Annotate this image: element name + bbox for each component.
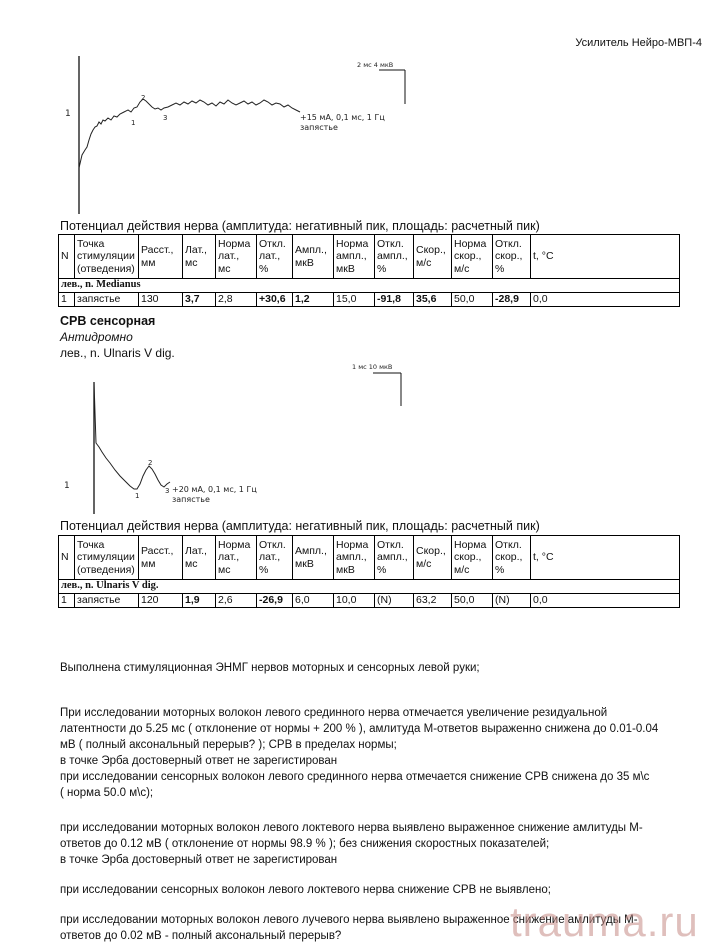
graph1-scale-label: 2 мс 4 мкВ <box>357 61 394 69</box>
table1-title: Потенциал действия нерва (амплитуда: негативный пик, площадь: расчетный пик) <box>60 219 540 233</box>
device-name: Усилитель Нейро-МВП-4 <box>575 37 702 49</box>
col-velocity-norm: Норма скор., м/с <box>452 235 493 279</box>
section2-subtitle: Антидромно <box>60 330 133 344</box>
col-latency: Лат., мс <box>183 536 216 580</box>
graph1-peak-3: 3 <box>163 114 168 122</box>
col-amplitude: Ампл., мкВ <box>293 536 334 580</box>
col-latency-dev: Откл. лат., % <box>257 536 293 580</box>
section2-nerve: лев., n. Ulnaris V dig. <box>60 346 175 360</box>
col-distance: Расст., мм <box>139 235 183 279</box>
col-latency-norm: Норма лат., мс <box>216 235 257 279</box>
col-distance: Расст., мм <box>139 536 183 580</box>
table1-group-row <box>59 279 680 293</box>
col-velocity-dev: Откл. скор., % <box>493 536 531 580</box>
conclusion-paragraph-3: при исследовании моторных волокон левого локтевого нерва выявлено выраженное снижение амлитуды М- ответов до 0.12 мВ ( отклонение от нормы 98.9 % ); без снижения скоростных показателей; в точке Эрба достоверный ответ не зарегистирован <box>60 822 643 866</box>
graph2-site: запястье <box>172 495 210 504</box>
conclusion-paragraph-1: Выполнена стимуляционная ЭНМГ нервов моторных и сенсорных левой руки; <box>60 662 480 674</box>
col-temperature: t, °C <box>531 235 680 279</box>
conclusion-paragraph-2: При исследовании моторных волокон левого срединного нерва отмечается увеличение резидуальной латентности до 5.25 мс ( отклонение от нормы + 200 % ), амлитуда М-ответов выраженно снижена до 0.01-0.04 мВ ( полный аксональный перерыв? ); СРВ в пределах нормы; в точке Эрба достоверный ответ не зарегистирован при исследовании сенсорных волокон левого срединного нерва отмечается снижение СРВ снижена до 35 м\с ( норма 50.0 м\с); <box>60 707 659 799</box>
col-n: N <box>59 235 75 279</box>
col-latency-norm: Норма лат., мс <box>216 536 257 580</box>
col-velocity: Скор., м/с <box>414 235 452 279</box>
table2-group-label: лев., n. Ulnaris V dig. <box>59 580 680 594</box>
table2 <box>58 535 680 608</box>
col-velocity-norm: Норма скор., м/с <box>452 536 493 580</box>
table-row: 1 запястье 120 1,9 2,6 -26,9 6,0 10,0 (N) 63,2 50,0 (N) 0,0 <box>59 594 680 608</box>
col-n: N <box>59 536 75 580</box>
col-amplitude-dev: Откл. ампл., % <box>375 536 414 580</box>
graph2-peak-1: 1 <box>135 492 140 500</box>
table2-title: Потенциал действия нерва (амплитуда: негативный пик, площадь: расчетный пик) <box>60 519 540 533</box>
watermark: trauma.ru <box>510 898 699 945</box>
col-velocity: Скор., м/с <box>414 536 452 580</box>
graph1-peak-1: 1 <box>131 119 136 127</box>
col-amplitude-norm: Норма ампл., мкВ <box>334 235 375 279</box>
col-stim-point: Точка стимуляции (отведения) <box>75 536 139 580</box>
graph2-scale-bar <box>352 363 401 406</box>
table1-group-label: лев., n. Medianus <box>59 279 680 293</box>
table2-header-row <box>59 536 680 580</box>
graph1-trace <box>79 99 300 168</box>
graph1-stim-params: +15 мА, 0,1 мс, 1 Гц <box>300 113 385 122</box>
col-latency: Лат., мс <box>183 235 216 279</box>
table-row: 1 запястье 130 3,7 2,8 +30,6 1,2 15,0 -91,8 35,6 50,0 -28,9 0,0 <box>59 293 680 307</box>
graph2-peak-2: 2 <box>148 459 153 467</box>
table2-group-row <box>59 580 680 594</box>
section2-title: СРВ сенсорная <box>60 314 156 328</box>
col-amplitude-norm: Норма ампл., мкВ <box>334 536 375 580</box>
conclusion-paragraph-5: при исследовании моторных волокон левого лучевого нерва выявлено выраженное снижение амлитуды М- ответов до 0.02 мВ - полный аксональный перерыв? <box>60 914 638 942</box>
graph1-peak-2: 2 <box>141 94 146 102</box>
graph2-stim-params: +20 мА, 0,1 мс, 1 Гц <box>172 485 257 494</box>
graph1-site: запястье <box>300 123 338 132</box>
graph2-axis-label: 1 <box>64 481 70 491</box>
col-amplitude-dev: Откл. ампл., % <box>375 235 414 279</box>
col-amplitude: Ампл., мкВ <box>293 235 334 279</box>
table1 <box>58 234 680 307</box>
graph1-axis-label: 1 <box>65 109 71 119</box>
graph1-scale-bar <box>357 61 405 104</box>
col-latency-dev: Откл. лат., % <box>257 235 293 279</box>
graph2-peak-3: 3 <box>165 487 170 495</box>
graph2-scale-label: 1 мс 10 мкВ <box>352 363 393 371</box>
table1-header-row <box>59 235 680 279</box>
conclusion-paragraph-4: при исследовании сенсорных волокон левого локтевого нерва снижение СРВ не выявлено; <box>60 884 551 896</box>
graph2-trace <box>94 382 170 489</box>
col-temperature: t, °C <box>531 536 680 580</box>
col-stim-point: Точка стимуляции (отведения) <box>75 235 139 279</box>
col-velocity-dev: Откл. скор., % <box>493 235 531 279</box>
